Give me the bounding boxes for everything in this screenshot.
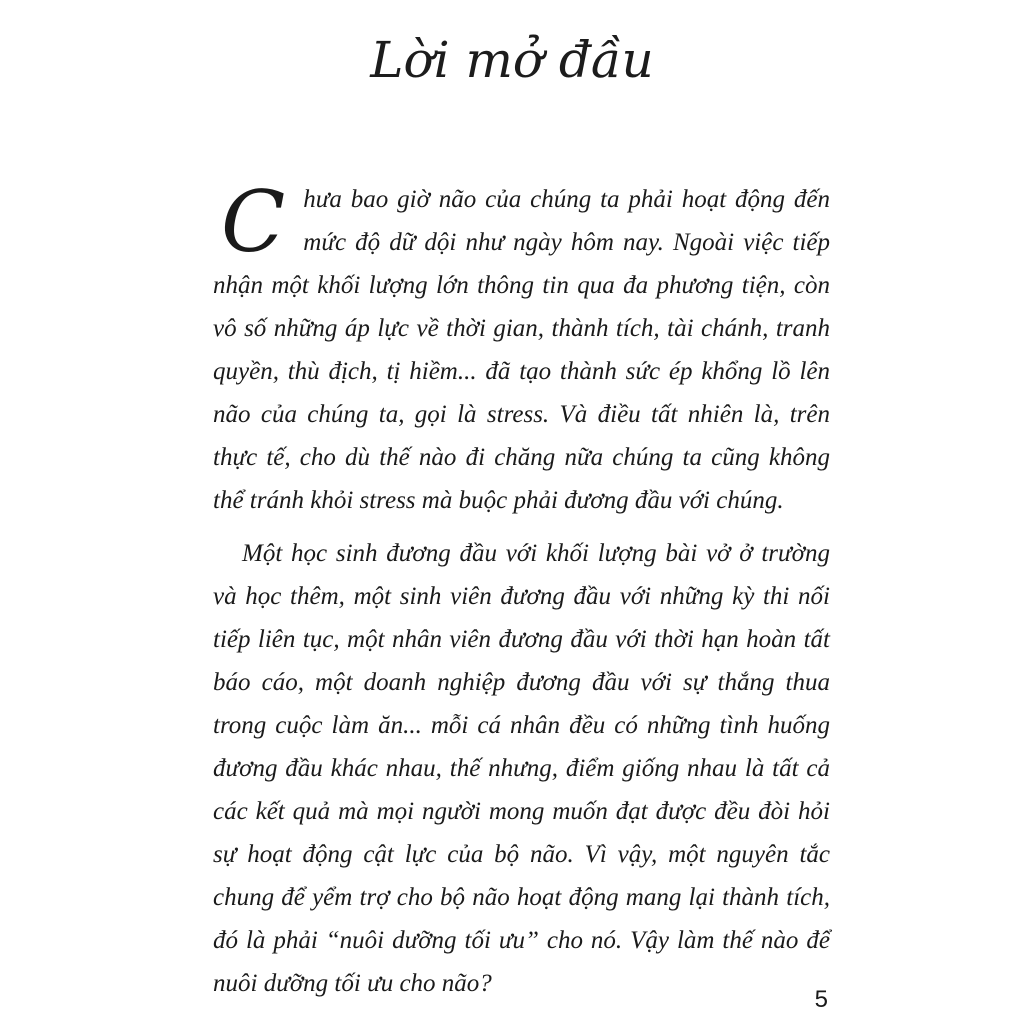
paragraph-1-text: hưa bao giờ não của chúng ta phải hoạt động đến mức độ dữ dội như ngày hôm nay. Ngoài việc tiếp nhận một khối lượng lớn thông tin qua đa phương tiện, còn vô số những áp lực về thời gian, thành tích, tài chánh, tranh quyền, thù địch, tị hiềm... đã tạo thành sức ép khổng lồ lên não của chúng ta, gọi là stress. Và điều tất nhiên là, trên thực tế, cho dù thế nào đi chăng nữa chúng ta cũng không thể tránh khỏi stress mà buộc phải đương đầu với chúng.: [213, 186, 830, 514]
paragraph-2: Một học sinh đương đầu với khối lượng bài vở ở trường và học thêm, một sinh viên đương đầu với những kỳ thi nối tiếp liên tục, một nhân viên đương đầu với thời hạn hoàn tất báo cáo, một doanh nghiệp đương đầu với sự thắng thua trong cuộc làm ăn... mỗi cá nhân đều có những tình huống đương đầu khác nhau, thế nhưng, điểm giống nhau là tất cả các kết quả mà mọi người mong muốn đạt được đều đòi hỏi sự hoạt động cật lực của bộ não. Vì vậy, một nguyên tắc chung để yểm trợ cho bộ não hoạt động mang lại thành tích, đó là phải “nuôi dưỡng tối ưu” cho nó. Vậy làm thế nào để nuôi dưỡng tối ưu cho não?: [213, 540, 830, 997]
chapter-title: Lời mở đầu: [370, 31, 654, 89]
page-number: 5: [814, 986, 828, 1013]
body-text: [213, 173, 830, 1005]
drop-cap: C: [221, 173, 286, 271]
paragraph-1: [213, 173, 830, 522]
